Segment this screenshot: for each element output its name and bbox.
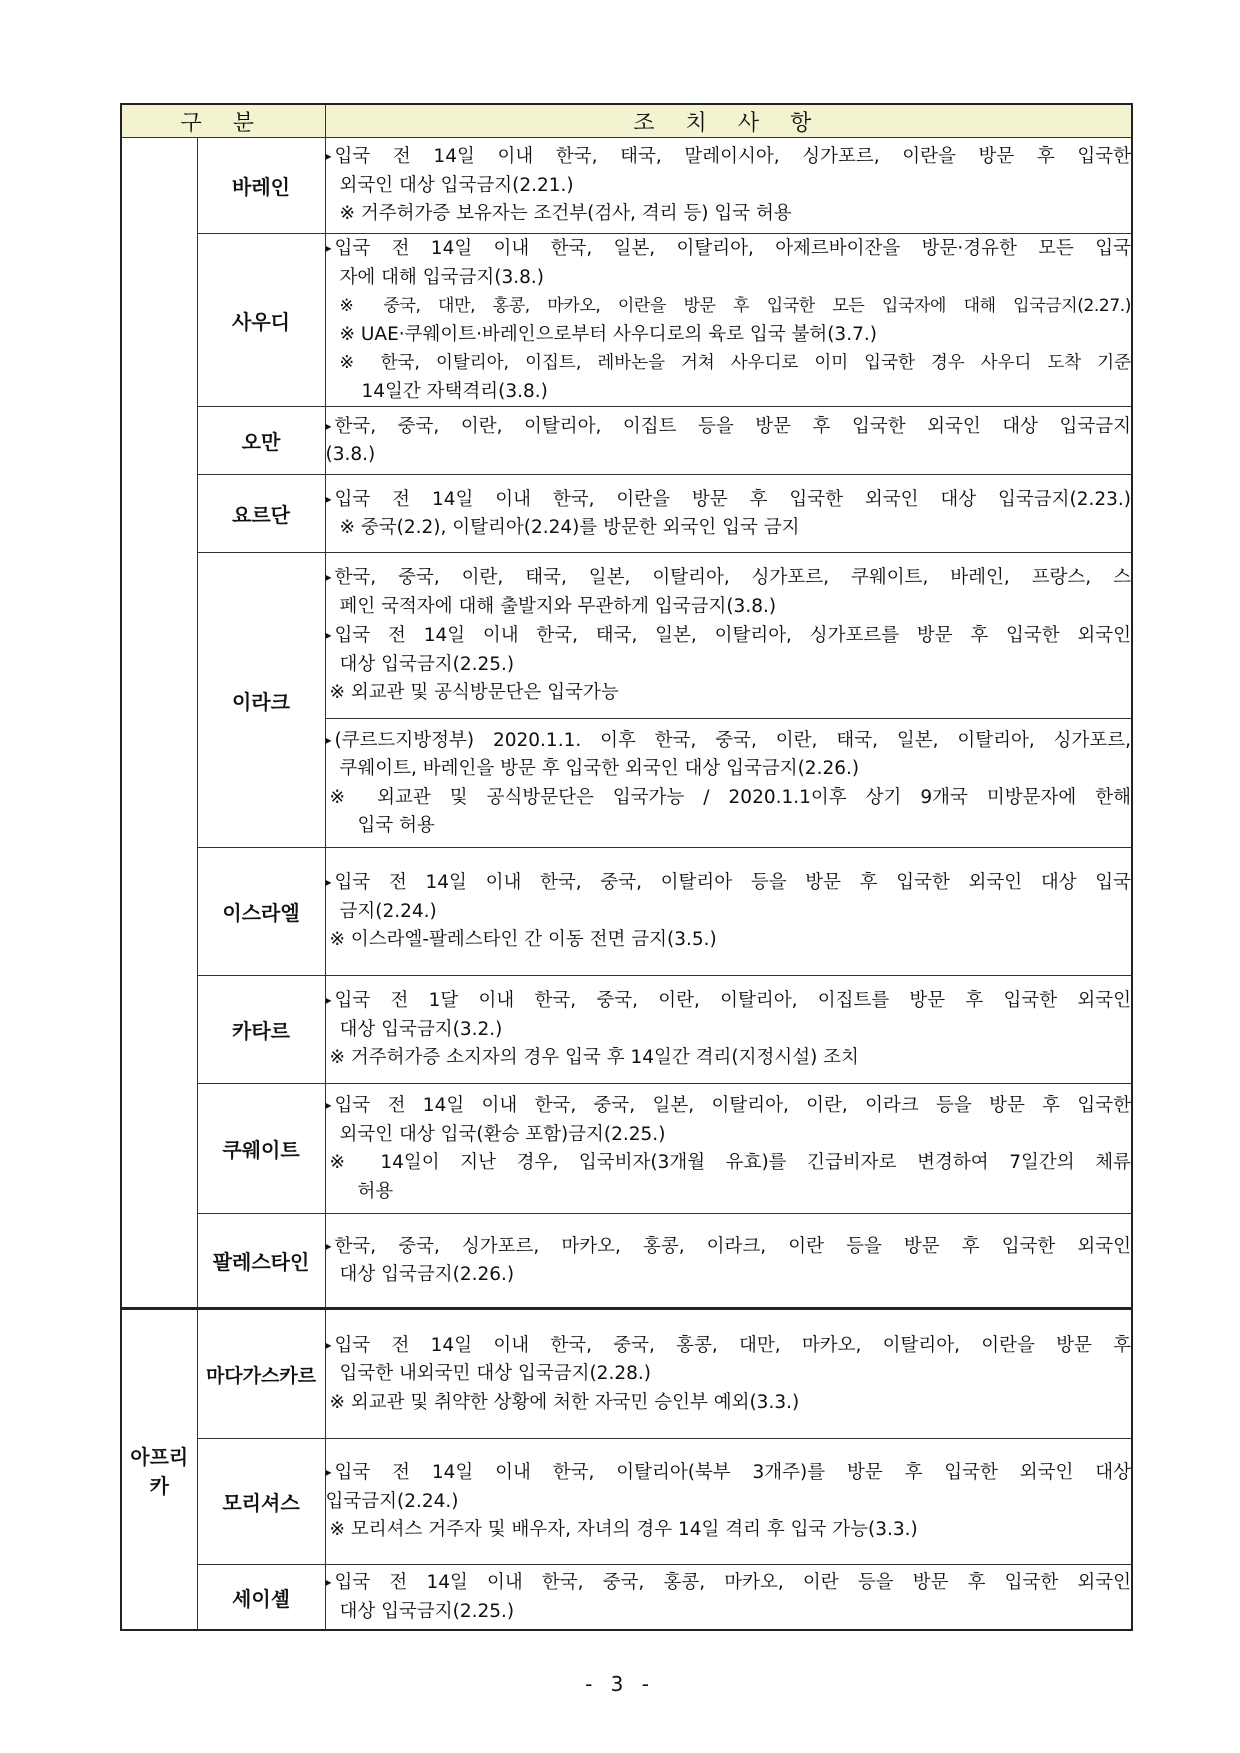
text-line: 대상 입국금지(2.25.) — [339, 653, 515, 675]
bullet-icon: ▸ — [325, 149, 332, 164]
measures-table — [120, 103, 1133, 1631]
bullet-icon: ▸ — [325, 241, 332, 255]
bullet-icon: ▸ — [325, 993, 332, 1008]
bullet-icon: ▸ — [325, 491, 332, 506]
note-line: ※ 외교관 및 공식방문단은 입국가능 / 2020.1.1이후 상기 9개국 미방문자에 한해 — [329, 786, 1131, 808]
text-line: 금지(2.24.) — [339, 900, 437, 922]
note-line: ※ UAE·쿠웨이트·바레인으로부터 사우디로의 육로 입국 불허(3.7.) — [339, 323, 877, 345]
note-line: 14일간 자택격리(3.8.) — [361, 380, 548, 402]
text-line: 입국금지(2.24.) — [325, 1490, 459, 1512]
country-jordan: 요르단 — [197, 475, 325, 553]
text-line: 쿠웨이트, 바레인을 방문 후 입국한 외국인 대상 입국금지(2.26.) — [339, 758, 860, 779]
detail-oman — [325, 407, 1132, 475]
bullet-icon: ▸ — [325, 1098, 332, 1112]
text-line: 자에 대해 입국금지(3.8.) — [339, 266, 544, 288]
detail-kuwait — [325, 1084, 1132, 1214]
country-oman: 오만 — [197, 407, 325, 475]
bullet-icon: ▸ — [325, 628, 332, 643]
detail-jordan — [325, 475, 1132, 553]
note-line: ※ 14일이 지난 경우, 입국비자(3개월 유효)를 긴급비자로 변경하여 7일간의 체류 — [329, 1152, 1131, 1173]
detail-saudi — [325, 234, 1132, 407]
text-line: 대상 입국금지(2.25.) — [339, 1600, 515, 1622]
region-middle-east — [121, 138, 197, 1309]
country-iraq: 이라크 — [197, 553, 325, 848]
bullet-line: ▸ 한국, 중국, 싱가포르, 마카오, 홍콩, 이라크, 이란 등을 방문 후 입국한 외국인 — [325, 1235, 1131, 1257]
note-line: ※ 외교관 및 취약한 상황에 처한 자국민 승인부 예외(3.3.) — [329, 1391, 800, 1413]
bullet-line: ▸ 입국 전 14일 이내 한국, 이란을 방문 후 입국한 외국인 대상 입국금지(2.23.) — [325, 488, 1131, 510]
country-madagascar: 마다가스카르 — [197, 1309, 325, 1439]
country-qatar: 카타르 — [197, 976, 325, 1084]
bullet-icon: ▸ — [325, 1238, 332, 1253]
bullet-line: ▸ 입국 전 14일 이내 한국, 태국, 말레이시아, 싱가포르, 이란을 방문 후 입국한 — [325, 146, 1131, 168]
text-line: 외국인 대상 입국금지(2.21.) — [339, 174, 574, 196]
bullet-line: ▸ 입국 전 14일 이내 한국, 태국, 일본, 이탈리아, 싱가포르를 방문 후 입국한 외국인 — [325, 625, 1131, 647]
text-line: 외국인 대상 입국(환승 포함)금지(2.25.) — [339, 1123, 666, 1145]
bullet-line: ▸ 입국 전 14일 이내 한국, 이탈리아(북부 3개주)를 방문 후 입국한 외국인 대상 — [325, 1462, 1131, 1484]
bullet-icon: ▸ — [325, 570, 332, 585]
bullet-icon: ▸ — [325, 1575, 332, 1589]
detail-mauritius — [325, 1439, 1132, 1565]
bullet-line: ▸ 입국 전 1달 이내 한국, 중국, 이란, 이탈리아, 이집트를 방문 후 입국한 외국인 — [325, 990, 1131, 1012]
text-line: (3.8.) — [325, 444, 376, 465]
bullet-line: ▸ 입국 전 14일 이내 한국, 중국, 일본, 이탈리아, 이란, 이라크 등을 방문 후 입국한 — [325, 1095, 1131, 1116]
country-bahrain: 바레인 — [197, 138, 325, 234]
text-line: 입국한 내외국민 대상 입국금지(2.28.) — [339, 1363, 651, 1385]
country-kuwait: 쿠웨이트 — [197, 1084, 325, 1214]
region-africa: 아프리카 — [121, 1309, 197, 1631]
country-mauritius: 모리셔스 — [197, 1439, 325, 1565]
note-line: 허용 — [357, 1180, 394, 1202]
note-line: ※ 한국, 이탈리아, 이집트, 레바논을 거쳐 사우디로 이미 입국한 경우 사우디 도착 기준 — [339, 353, 1131, 373]
country-israel: 이스라엘 — [197, 848, 325, 976]
text-line: 대상 입국금지(2.26.) — [339, 1264, 515, 1285]
bullet-line: ▸ 입국 전 14일 이내 한국, 일본, 이탈리아, 아제르바이잔을 방문·경유한 모든 입국 — [325, 238, 1131, 259]
detail-bahrain — [325, 138, 1132, 234]
detail-madagascar — [325, 1309, 1132, 1439]
note-line: ※ 중국(2.2), 이탈리아(2.24)를 방문한 외국인 입국 금지 — [339, 517, 800, 538]
bullet-line: ▸ 입국 전 14일 이내 한국, 중국, 홍콩, 마카오, 이란 등을 방문 후 입국한 외국인 — [325, 1572, 1131, 1593]
country-palestine: 팔레스타인 — [197, 1214, 325, 1309]
detail-palestine — [325, 1214, 1132, 1309]
bullet-line: ▸ (쿠르드지방정부) 2020.1.1. 이후 한국, 중국, 이란, 태국, 일본, 이탈리아, 싱가포르, — [325, 729, 1131, 751]
page-number: - 3 - — [585, 1672, 655, 1696]
note-line: ※ 중국, 대만, 홍콩, 마카오, 이란을 방문 후 입국한 모든 입국자에 대해 입국금지(2.27.) — [339, 296, 1131, 316]
note-line: ※ 거주허가증 보유자는 조건부(검사, 격리 등) 입국 허용 — [339, 203, 792, 225]
bullet-line: ▸ 한국, 중국, 이란, 이탈리아, 이집트 등을 방문 후 입국한 외국인 대상 입국금지 — [325, 415, 1131, 437]
header-measures: 조 치 사 항 — [325, 104, 1132, 138]
bullet-icon: ▸ — [325, 1465, 332, 1480]
country-saudi: 사우디 — [197, 234, 325, 407]
bullet-icon: ▸ — [325, 418, 332, 433]
bullet-line: ▸ 입국 전 14일 이내 한국, 중국, 이탈리아 등을 방문 후 입국한 외국인 대상 입국 — [325, 872, 1131, 894]
country-seychelles: 세이셸 — [197, 1565, 325, 1631]
note-line: ※ 이스라엘-팔레스타인 간 이동 전면 금지(3.5.) — [329, 929, 717, 951]
detail-iraq-2 — [325, 719, 1132, 848]
note-line: ※ 외교관 및 공식방문단은 입국가능 — [329, 682, 619, 704]
bullet-icon: ▸ — [325, 875, 332, 890]
detail-israel — [325, 848, 1132, 976]
header-category: 구 분 — [121, 104, 325, 138]
text-line: 대상 입국금지(3.2.) — [339, 1018, 503, 1040]
bullet-icon: ▸ — [325, 1337, 332, 1352]
detail-seychelles — [325, 1565, 1132, 1631]
bullet-line: ▸ 입국 전 14일 이내 한국, 중국, 홍콩, 대만, 마카오, 이탈리아, 이란을 방문 후 — [325, 1334, 1131, 1356]
bullet-icon: ▸ — [325, 732, 332, 747]
bullet-line: ▸ 한국, 중국, 이란, 태국, 일본, 이탈리아, 싱가포르, 쿠웨이트, 바레인, 프랑스, 스 — [325, 567, 1131, 589]
text-line: 페인 국적자에 대해 출발지와 무관하게 입국금지(3.8.) — [339, 595, 777, 617]
note-line: 입국 허용 — [357, 815, 435, 836]
note-line: ※ 거주허가증 소지자의 경우 입국 후 14일간 격리(지정시설) 조치 — [329, 1047, 859, 1069]
detail-iraq-1 — [325, 553, 1132, 719]
detail-qatar — [325, 976, 1132, 1084]
note-line: ※ 모리셔스 거주자 및 배우자, 자녀의 경우 14일 격리 후 입국 가능(3.3.) — [329, 1519, 918, 1541]
